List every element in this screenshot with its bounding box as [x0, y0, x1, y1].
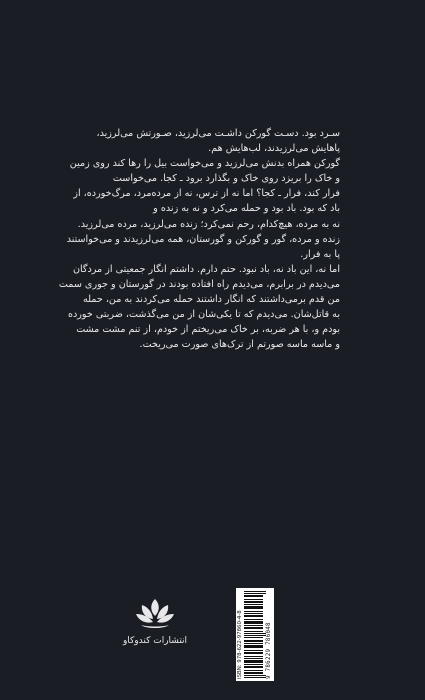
excerpt-line: زنده و مرده، گور و گورکن و گورستان، همه می‌لرزیدند و می‌خواستند: [66, 233, 340, 245]
isbn-barcode: [236, 588, 274, 681]
publisher-name: انتشارات کندوکاو: [122, 636, 188, 646]
excerpt-line: اما نه، این باد نه، باد نبود. حتم دارم. داشتم انگار جمعیتی از مردگان: [72, 263, 340, 275]
barcode-digits: 9 786229 786048: [266, 622, 272, 679]
excerpt-line: باد که بود. باد بود و حمله می‌کرد و نه به زنده و: [153, 203, 340, 215]
excerpt-line: گورکن همراه بدنش می‌لرزید و می‌خواست بیل را رها کند روی زمین: [69, 158, 340, 170]
excerpt-line: فرار کند، فرار ـ کجا؟ اما نه از ترس، نه از مرده‌مرد، مرگ‌خورده، از: [73, 188, 340, 200]
publisher-mark: [110, 596, 200, 646]
excerpt-line: پاهایش می‌لرزیدند، لب‌هایش هم.: [208, 143, 340, 155]
excerpt-line: و ماسه ماسه صورتم از ترک‌های صورت می‌ریخت.: [139, 339, 340, 351]
back-cover-excerpt: [58, 126, 340, 352]
excerpt-line: بودم و، با هر ضربه، بر خاک می‌ریختم از خودم، از تنم مشت مشت: [76, 324, 340, 336]
isbn-label: ISBN: 978-622-97860-4-8: [237, 610, 243, 679]
beehive-lotus-logo-icon: [133, 596, 177, 634]
excerpt-line: پا به فرار.: [300, 248, 340, 260]
barcode-bars: [244, 590, 266, 679]
excerpt-line: به قاتل‌شان. می‌دیدم که تا یکی‌شان از من می‌گذشت، ضربتی خورده: [68, 309, 340, 321]
excerpt-line: نه به مرده، هیچ‌کدام، رحم نمی‌کرد؛ زنده می‌لرزید، مرده می‌لرزید.: [77, 218, 340, 230]
excerpt-line: و خاک را بریزد روی خاک و بگذارد برود ـ کجا. می‌خواست: [112, 173, 340, 185]
excerpt-line: سـرد بود. دسـت گورکن داشـت می‌لرزید، صـورتش می‌لرزید،: [96, 128, 340, 139]
excerpt-line: می‌دیدم در برابرم، می‌دیدم راه افتاده بودند در گورستان و جوری سمت: [58, 278, 340, 290]
excerpt-line: من قدم برمی‌داشتند که انگار داشتند حمله می‌کردند به من، حمله: [82, 294, 340, 306]
